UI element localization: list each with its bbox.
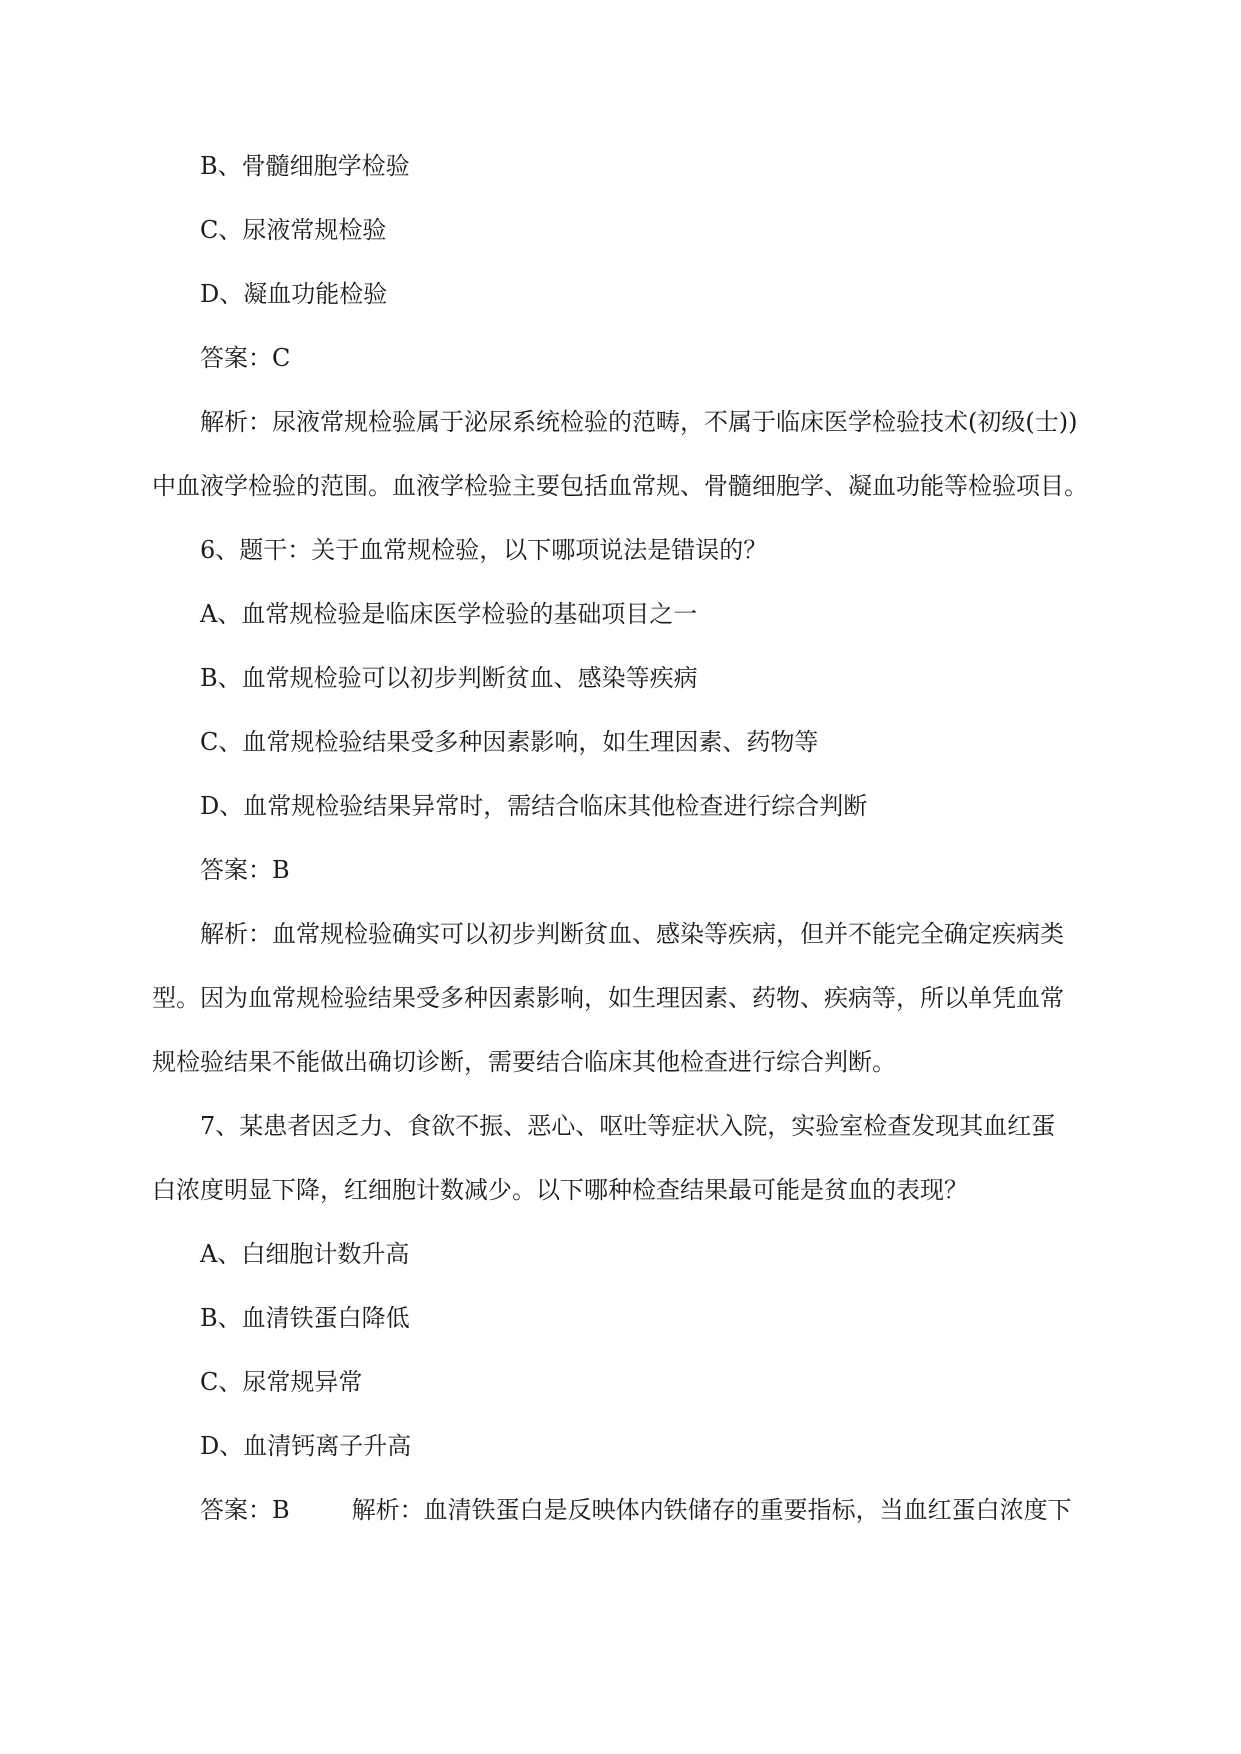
q7-option-d: D、血清钙离子升高 <box>200 1432 412 1460</box>
q7-option-a: A、白细胞计数升高 <box>200 1240 410 1268</box>
q7-option-b: B、血清铁蛋白降低 <box>200 1304 410 1332</box>
q6-option-a: A、血常规检验是临床医学检验的基础项目之一 <box>200 600 698 628</box>
q6-stem: 6、题干：关于血常规检验，以下哪项说法是错误的？ <box>200 536 768 564</box>
q6-option-c: C、血常规检验结果受多种因素影响，如生理因素、药物等 <box>200 728 819 756</box>
q6-analysis-line-3: 规检验结果不能做出确切诊断，需要结合临床其他检查进行综合判断。 <box>152 1048 896 1076</box>
q5-analysis-line-2: 中血液学检验的范围。血液学检验主要包括血常规、骨髓细胞学、凝血功能等检验项目。 <box>152 472 1088 500</box>
q6-option-b: B、血常规检验可以初步判断贫血、感染等疾病 <box>200 664 698 692</box>
q6-answer: 答案：B <box>200 856 290 884</box>
q6-analysis-line-1: 解析：血常规检验确实可以初步判断贫血、感染等疾病，但并不能完全确定疾病类 <box>200 920 1064 948</box>
q7-answer: 答案：B <box>200 1496 290 1524</box>
q7-analysis-line-1: 解析：血清铁蛋白是反映体内铁储存的重要指标，当血红蛋白浓度下 <box>351 1496 1072 1524</box>
q7-option-c: C、尿常规异常 <box>200 1368 363 1396</box>
q5-answer: 答案：C <box>200 344 291 372</box>
q6-option-d: D、血常规检验结果异常时，需结合临床其他检查进行综合判断 <box>200 792 868 820</box>
q7-stem-line-1: 7、某患者因乏力、食欲不振、恶心、呕吐等症状入院，实验室检查发现其血红蛋 <box>200 1112 1056 1140</box>
q5-option-c: C、尿液常规检验 <box>200 216 387 244</box>
q5-option-d: D、凝血功能检验 <box>200 280 388 308</box>
q5-analysis-line-1: 解析：尿液常规检验属于泌尿系统检验的范畴，不属于临床医学检验技术(初级(士)) <box>200 408 1078 436</box>
q7-answer-and-analysis <box>200 1494 1072 1526</box>
q6-analysis-line-2: 型。因为血常规检验结果受多种因素影响，如生理因素、药物、疾病等，所以单凭血常 <box>152 984 1064 1012</box>
q5-option-b: B、骨髓细胞学检验 <box>200 152 410 180</box>
q7-stem-line-2: 白浓度明显下降，红细胞计数减少。以下哪种检查结果最可能是贫血的表现？ <box>152 1176 968 1204</box>
